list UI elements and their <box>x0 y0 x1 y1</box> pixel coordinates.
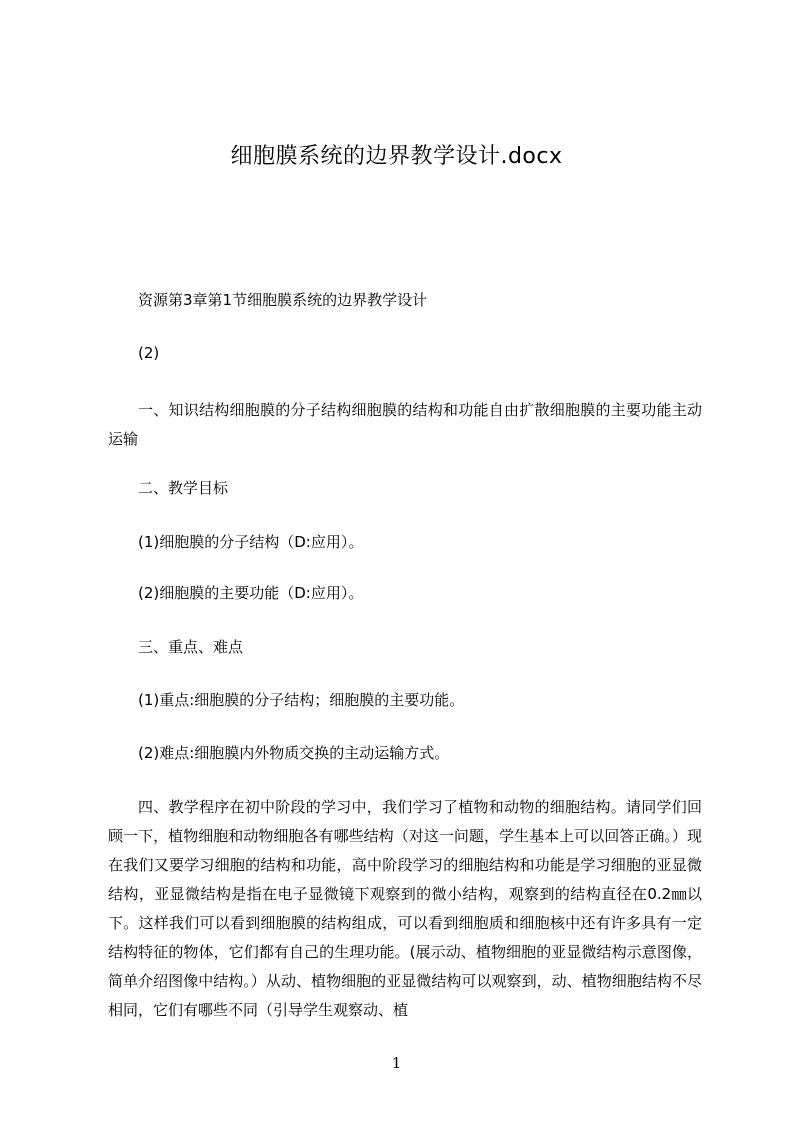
key-point-item: (1)重点:细胞膜的分子结构；细胞膜的主要功能。 <box>138 691 465 709</box>
difficulty-item: (2)难点:细胞膜内外物质交换的主动运输方式。 <box>138 744 450 762</box>
section-knowledge-structure: 一、知识结构细胞膜的分子结构细胞膜的结构和功能自由扩散细胞膜的主要功能主动运输 <box>108 401 702 448</box>
page-number: 1 <box>391 1054 402 1072</box>
section-key-points-heading: 三、重点、难点 <box>138 638 244 656</box>
document-title: 细胞膜系统的边界教学设计.docx <box>230 144 563 169</box>
goal-item-2: (2)细胞膜的主要功能（D:应用）。 <box>138 584 364 602</box>
section-teaching-procedure: 四、教学程序在初中阶段的学习中，我们学习了植物和动物的细胞结构。请同学们回顾一下，植物细胞和动物细胞各有哪些结构（对这一问题，学生基本上可以回答正确。）现在我们又要学习细胞的结构和功能，高中阶段学习的细胞结构和功能是学习细胞的亚显微结构，亚显微结构是指在电子显微镜下观察到的微小结构，观察到的结构直径在0.2㎜以下。这样我们可以看到细胞膜的结构组成，可以看到细胞质和细胞核中还有许多具有一定结构特征的物体，它们都有自己的生理功能。(展示动、植物细胞的亚显微结构示意图像，简单介绍图像中结构。）从动、植物细胞的亚显微结构可以观察到，动、植物细胞结构不尽相同，它们有哪些不同（引导学生观察动、植 <box>108 798 702 1019</box>
paragraph-part-number: (2) <box>138 344 160 362</box>
resource-heading: 资源第3章第1节细胞膜系统的边界教学设计 <box>138 291 428 309</box>
goal-item-1: (1)细胞膜的分子结构（D:应用）。 <box>138 533 364 551</box>
section-teaching-goals-heading: 二、教学目标 <box>138 479 229 497</box>
